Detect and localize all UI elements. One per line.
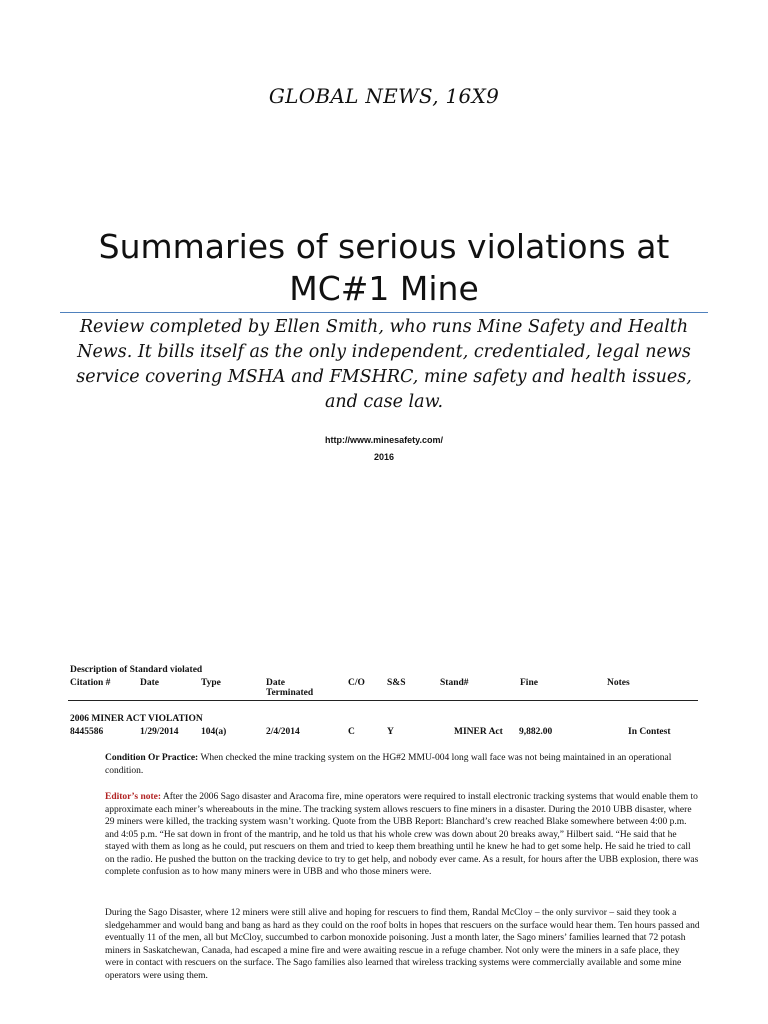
editor-note-text: After the 2006 Sago disaster and Aracoma fire, mine operators were required to install electronic tracking systems that would enable them to approximate each miner’s whereabouts in the mine. The tracking system allows rescuers to fine miners in a disaster. During the 2010 UBB disaster, where 29 miners were killed, the tracking system wasn’t working. Quote from the UBB Report: Blanchard’s crew reached Blake somewhere between 4:00 p.m. and 4:05 p.m. “He sat down in front of the mantrip, and he told us that his whole crew was down about 20 breaks away,” Hilbert said. “He said that he stayed with them as long as he could, put rescuers on them and tried to keep them breathing until he knew he had to get some help. He said he tried to call on the radio. He pushed the button on the tracking device to try to get help, and nobody ever came. As a result, for hours after the UBB explosion, there was complete confusion as to how many miners were in UBB and who those miners were. [105, 792, 699, 877]
column-header-ss: S&S [387, 678, 406, 688]
cell-citation: 8445586 [70, 727, 104, 737]
column-header-fine: Fine [520, 678, 538, 688]
publication-header: GLOBAL NEWS, 16X9 [268, 84, 500, 108]
column-header-date-terminated-line-2: Terminated [266, 688, 314, 698]
cell-fine: 9,882.00 [519, 727, 553, 737]
review-subtitle: Review completed by Ellen Smith, who runs Mine Safety and Health News. It bills itself as the only independent, credentialed, legal news service covering MSHA and FMSHRC, mine safety and health issues, and case law. [76, 317, 692, 412]
editor-note-label: Editor’s note: [105, 792, 162, 802]
title-divider [60, 312, 708, 313]
column-header-date-terminated [266, 678, 313, 698]
table-section-label: 2006 MINER ACT VIOLATION [70, 714, 203, 724]
page-title-line-2: MC#1 Mine [289, 269, 479, 308]
cell-date-terminated: 2/4/2014 [266, 727, 300, 737]
sago-paragraph: During the Sago Disaster, where 12 miners were still alive and hoping for rescuers to find them, Randal McCloy – the only survivor – said they took a sledgehammer and would bang and bang as hard as they could on the roof bolts in hopes that rescuers on the surface would hear them. Ten hours passed and eventually 11 of the men, all but McCloy, succumbed to carbon monoxide poisoning. Just a month later, the Sago miners’ families learned that 72 potash miners in Saskatchewan, Canada, had escaped a mine fire and were awaiting rescue in a refuge chamber. Not only were the miners in a safe place, they were in contact with rescuers on the surface. The Sago families also learned that wireless tracking systems were commercially available and some mine operators were using them. [105, 908, 700, 981]
cell-notes: In Contest [628, 727, 671, 737]
page-title-line-1: Summaries of serious violations at [98, 227, 670, 266]
page-title [60, 226, 708, 310]
column-header-notes: Notes [607, 678, 630, 688]
cell-type: 104(a) [201, 727, 227, 737]
editor-note-paragraph [105, 791, 700, 879]
table-caption: Description of Standard violated [70, 665, 203, 675]
column-header-stand: Stand# [440, 678, 469, 688]
condition-label: Condition Or Practice: [105, 753, 199, 763]
column-header-co: C/O [348, 678, 365, 688]
column-header-date: Date [140, 678, 159, 688]
cell-co: C [348, 727, 355, 737]
column-header-date-terminated-line-1: Date [266, 678, 285, 688]
column-header-type: Type [201, 678, 221, 688]
cell-ss: Y [387, 727, 394, 737]
publication-year: 2016 [373, 452, 395, 462]
column-header-citation: Citation # [70, 678, 111, 688]
cell-stand: MINER Act [454, 727, 503, 737]
table-header-divider [68, 700, 698, 701]
source-url-link[interactable]: http://www.minesafety.com/ [324, 435, 443, 445]
cell-date: 1/29/2014 [140, 727, 179, 737]
condition-paragraph [105, 752, 700, 777]
condition-text: When checked the mine tracking system on the HG#2 MMU-004 long wall face was not being maintained in an operational condition. [105, 753, 672, 776]
